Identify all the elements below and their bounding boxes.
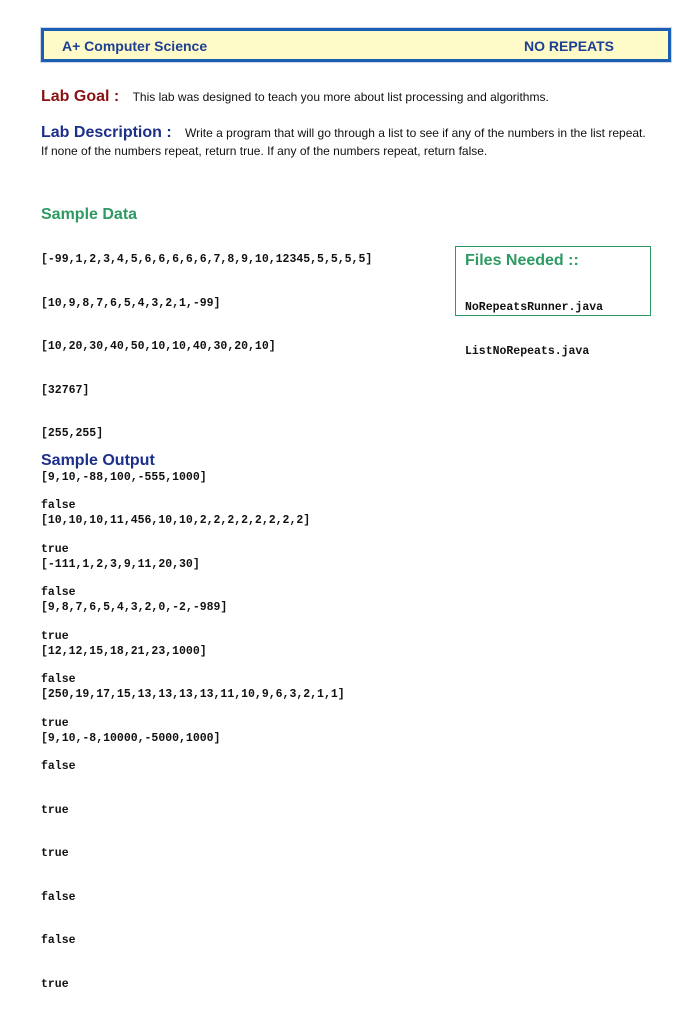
sample-data-line: [9,8,7,6,5,4,3,2,0,-2,-989] [41, 601, 228, 614]
sample-output-line: true [41, 542, 69, 556]
lab-goal-text: This lab was designed to teach you more about list processing and algorithms. [132, 90, 549, 104]
sample-data-line: [9,10,-8,10000,-5000,1000] [41, 731, 221, 745]
sample-data-line: [12,12,15,18,21,23,1000] [41, 644, 207, 658]
files-list [465, 272, 641, 388]
sample-data-line: [32767] [41, 383, 90, 397]
sample-output-line: false [41, 890, 76, 904]
sample-output-line: true [41, 977, 69, 991]
sample-data-line: [10,9,8,7,6,5,4,3,2,1,-99] [41, 296, 221, 310]
sample-output-line: true [41, 716, 69, 730]
sample-output-list [41, 470, 155, 1021]
sample-output-line: false [41, 499, 76, 512]
sample-data-line: [250,19,17,15,13,13,13,13,11,10,9,6,3,2,1,1] [41, 688, 345, 701]
files-needed-box [455, 246, 651, 358]
lab-description-label: Lab Description : [41, 124, 172, 141]
sample-output-title: Sample Output [41, 452, 155, 469]
lab-goal-label: Lab Goal : [41, 88, 120, 105]
sample-data-line: [255,255] [41, 427, 104, 440]
sample-output-line: false [41, 673, 76, 686]
sample-data-title: Sample Data [41, 206, 138, 223]
sample-output-line: false [41, 934, 76, 947]
lab-header-banner [41, 28, 671, 62]
sample-data-line: [-99,1,2,3,4,5,6,6,6,6,6,7,8,9,10,12345,5,5,5,5] [41, 253, 373, 266]
sample-output-line: true [41, 847, 69, 860]
sample-data-line: [-111,1,2,3,9,11,20,30] [41, 557, 200, 571]
lab-title: NO REPEATS [524, 38, 614, 54]
sample-output-line: true [41, 803, 69, 817]
files-needed-title: Files Needed :: [465, 252, 579, 269]
sample-data-line: [10,20,30,40,50,10,10,40,30,20,10] [41, 340, 276, 353]
file-name: NoRepeatsRunner.java [465, 301, 604, 314]
file-name: ListNoRepeats.java [465, 344, 590, 358]
sample-output-line: false [41, 586, 76, 599]
lab-description [41, 124, 651, 160]
sample-data-line: [9,10,-88,100,-555,1000] [41, 470, 207, 484]
sample-output-section [41, 452, 155, 1021]
sample-output-line: false [41, 760, 76, 773]
lab-description-text: Write a program that will go through a list to see if any of the numbers in the list repeat. If none of the numbers repeat, return true. If any of the numbers repeat, return false. [41, 126, 646, 158]
lab-goal [41, 88, 661, 106]
sample-data-line: [10,10,10,11,456,10,10,2,2,2,2,2,2,2,2] [41, 514, 311, 527]
course-title: A+ Computer Science [62, 38, 208, 54]
sample-output-line: true [41, 629, 69, 643]
